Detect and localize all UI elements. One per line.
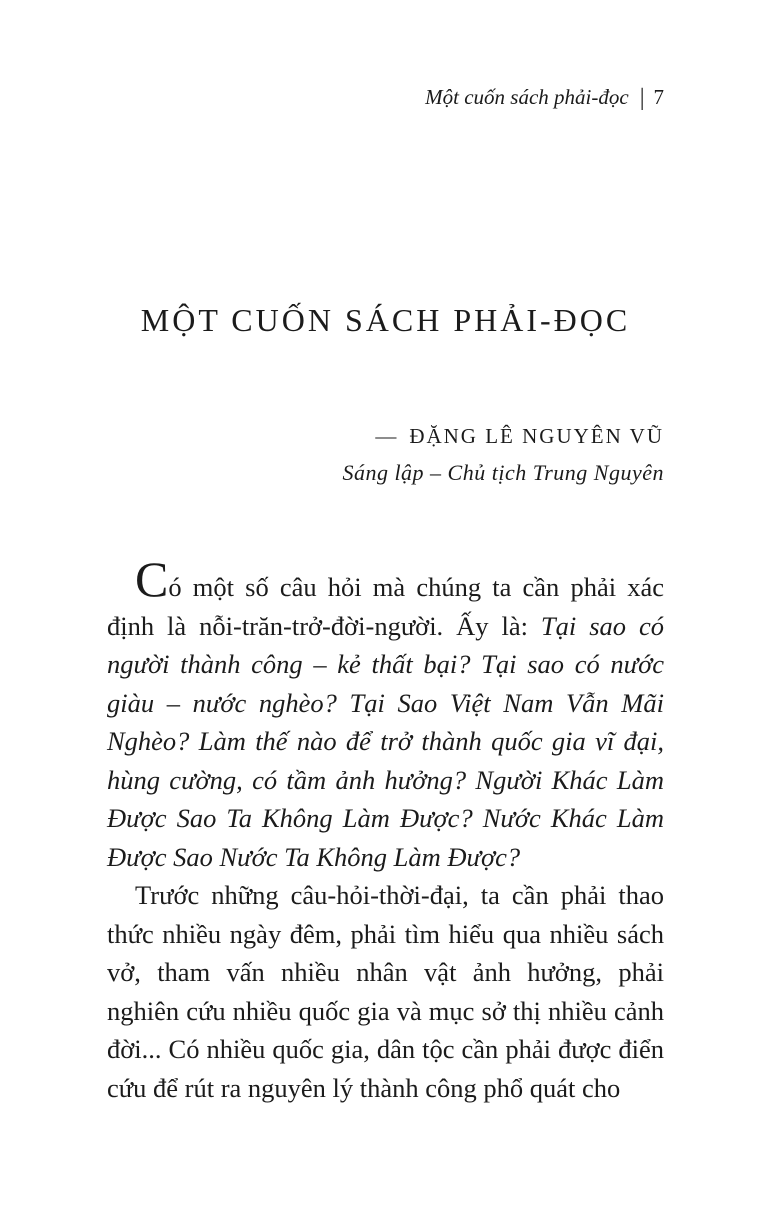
header-separator-bar: | [639,85,645,111]
author-byline [107,422,664,450]
running-header-title: Một cuốn sách phải-đọc [425,85,629,109]
paragraph-2: Trước những câu-hỏi-thời-đại, ta cần phải thao thức nhiều ngày đêm, phải tìm hiểu qua nhiều sách vở, tham vấn nhiều nhân vật ảnh hưởng, phải nghiên cứu nhiều quốc gia và mục sở thị nhiều cảnh đời... Có nhiều quốc gia, dân tộc cần phải được điển cứu để rút ra nguyên lý thành công phổ quát cho [107,880,664,1103]
author-role: Sáng lập – Chủ tịch Trung Nguyên [342,460,664,485]
initial-cap: C [135,551,169,607]
paragraph-1 [107,551,664,876]
running-header [107,84,664,110]
author-name: ĐẶNG LÊ NGUYÊN VŨ [409,424,664,448]
paragraph-1-emphasis: Tại sao có người thành công – kẻ thất bại? Tại sao có nước giàu – nước nghèo? Tại Sao Việt Nam Vẫn Mãi Nghèo? Làm thế nào để trở thành quốc gia vĩ đại, hùng cường, có tầm ảnh hưởng? Người Khác Làm Được Sao Ta Không Làm Được? Nước Khác Làm Được Sao Nước Ta Không Làm Được? [107,610,664,872]
body-text [107,551,664,1107]
page-number: 7 [653,85,664,109]
byline-dash: — [375,424,397,448]
paragraph-1-lead: ó một số câu hỏi mà chúng ta cần phải xác định là nỗi-trăn-trở-đời-người. Ấy là: [107,572,664,641]
chapter-title: MỘT CUỐN SÁCH PHẢI-ĐỌC [140,302,631,338]
